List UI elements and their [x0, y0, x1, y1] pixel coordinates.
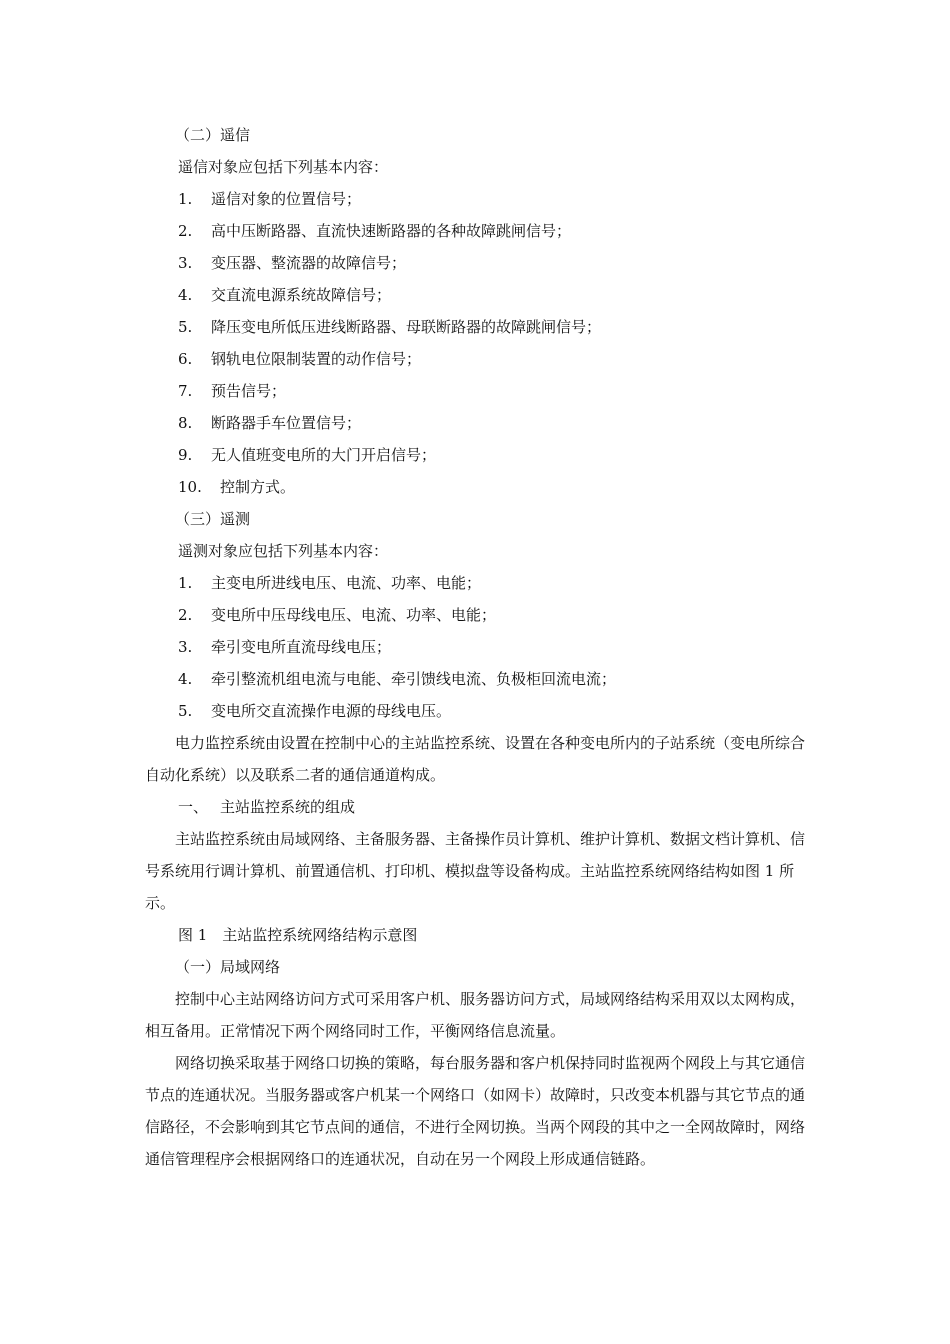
heading-number: 一、 [178, 798, 209, 816]
telesignal-item [178, 189, 361, 209]
telemetry-item [178, 637, 391, 657]
item-number: 10. [178, 478, 202, 496]
telemetry-item [178, 669, 616, 689]
item-number: 1. [178, 190, 193, 208]
item-text: 牵引整流机组电流与电能、牵引馈线电流、负极柜回流电流； [211, 670, 617, 688]
item-number: 5. [178, 702, 193, 720]
telesignal-item [178, 253, 406, 273]
telesignal-heading: （二）遥信 [175, 126, 251, 144]
item-number: 5. [178, 318, 193, 336]
telesignal-item [178, 413, 361, 433]
telesignal-item [178, 285, 391, 305]
item-number: 4. [178, 670, 193, 688]
item-number: 2. [178, 222, 193, 240]
master-section-paragraph: 主站监控系统由局域网络、主备服务器、主备操作员计算机、维护计算机、数据文档计算机、信号系统用行调计算机、前置通信机、打印机、模拟盘等设备构成。主站监控系统网络结构如图 1 所示。 [145, 830, 806, 912]
item-number: 1. [178, 574, 193, 592]
telemetry-item [178, 701, 451, 721]
telemetry-intro: 遥测对象应包括下列基本内容： [178, 542, 389, 560]
item-text: 遥信对象的位置信号； [211, 190, 362, 208]
item-text: 变电所交直流操作电源的母线电压。 [211, 702, 452, 720]
telesignal-item [178, 381, 286, 401]
item-text: 预告信号； [211, 382, 287, 400]
telesignal-item [178, 445, 436, 465]
item-number: 7. [178, 382, 193, 400]
heading-text: 主站监控系统的组成 [220, 798, 356, 816]
telemetry-item [178, 605, 496, 625]
master-section-heading [178, 797, 355, 817]
item-text: 高中压断路器、直流快速断路器的各种故障跳闸信号； [211, 222, 572, 240]
lan-paragraph-1: 控制中心主站网络访问方式可采用客户机、服务器访问方式，局域网络结构采用双以太网构成，相互备用。正常情况下两个网络同时工作，平衡网络信息流量。 [145, 990, 806, 1040]
telesignal-item [178, 221, 571, 241]
telesignal-item [178, 349, 421, 369]
item-number: 9. [178, 446, 193, 464]
lan-heading: （一）局域网络 [175, 958, 281, 976]
telemetry-item [178, 573, 481, 593]
item-number: 4. [178, 286, 193, 304]
item-number: 3. [178, 638, 193, 656]
item-text: 控制方式。 [220, 478, 296, 496]
telemetry-heading: （三）遥测 [175, 510, 251, 528]
item-number: 2. [178, 606, 193, 624]
item-number: 6. [178, 350, 193, 368]
system-composition-paragraph: 电力监控系统由设置在控制中心的主站监控系统、设置在各种变电所内的子站系统（变电所综合自动化系统）以及联系二者的通信通道构成。 [145, 734, 806, 784]
item-text: 牵引变电所直流母线电压； [211, 638, 392, 656]
lan-paragraph-2: 网络切换采取基于网络口切换的策略，每台服务器和客户机保持同时监视两个网段上与其它通信节点的连通状况。当服务器或客户机某一个网络口（如网卡）故障时，只改变本机器与其它节点的通信路径，不会影响到其它节点间的通信，不进行全网切换。当两个网段的其中之一全网故障时，网络通信管理程序会根据网络口的连通状况，自动在另一个网段上形成通信链路。 [145, 1054, 806, 1168]
item-text: 断路器手车位置信号； [211, 414, 362, 432]
item-text: 主变电所进线电压、电流、功率、电能； [211, 574, 482, 592]
figure-caption: 图 1 主站监控系统网络结构示意图 [178, 926, 418, 944]
telesignal-item [178, 477, 295, 497]
item-number: 8. [178, 414, 193, 432]
telesignal-item [178, 317, 601, 337]
item-text: 变电所中压母线电压、电流、功率、电能； [211, 606, 497, 624]
item-text: 无人值班变电所的大门开启信号； [211, 446, 437, 464]
item-text: 钢轨电位限制装置的动作信号； [211, 350, 422, 368]
item-number: 3. [178, 254, 193, 272]
item-text: 变压器、整流器的故障信号； [211, 254, 407, 272]
telesignal-intro: 遥信对象应包括下列基本内容： [178, 158, 389, 176]
item-text: 交直流电源系统故障信号； [211, 286, 392, 304]
item-text: 降压变电所低压进线断路器、母联断路器的故障跳闸信号； [211, 318, 602, 336]
